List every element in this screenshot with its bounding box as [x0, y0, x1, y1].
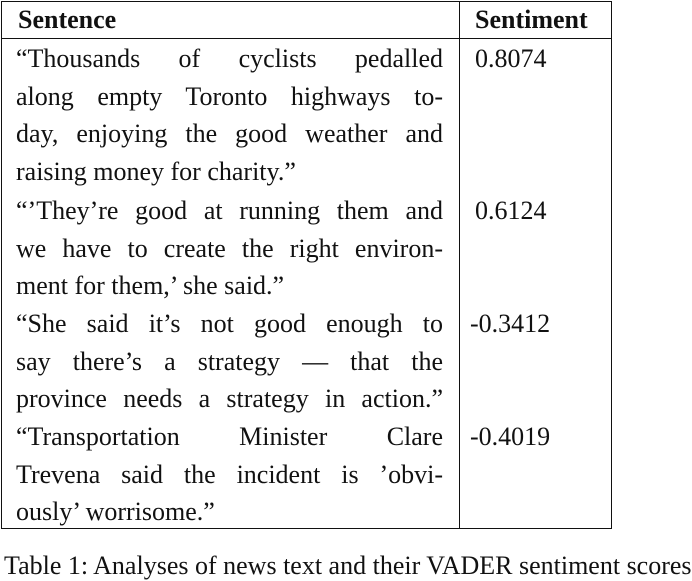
sentence-line: raising money for charity.” — [16, 156, 296, 186]
sentence-line: “’They’re good at running them and — [16, 196, 443, 225]
sentiment-score: -0.3412 — [470, 309, 551, 338]
sentence-cell — [16, 192, 443, 305]
sentiment-score: 0.8074 — [475, 44, 547, 73]
column-divider — [459, 2, 460, 528]
sentence-line: day, enjoying the good weather and — [16, 119, 443, 149]
sentence-cell — [16, 40, 443, 190]
header-divider — [2, 38, 611, 39]
table-caption: Table 1: Analyses of news text and their VADER sentiment scores — [4, 551, 692, 580]
sentence-cell — [16, 418, 443, 531]
sentence-line: “She said it’s not good enough to — [16, 309, 443, 338]
sentence-line: “Transportation Minister Clare — [16, 422, 443, 451]
sentence-line: “Thousands of cyclists pedalled — [16, 44, 443, 73]
sentence-line: ously’ worrisome.” — [16, 497, 215, 527]
sentence-line: province needs a strategy in action.” — [16, 384, 443, 414]
column-header-sentiment: Sentiment — [475, 5, 588, 34]
sentence-line: along empty Toronto highways to- — [16, 81, 443, 111]
sentiment-table — [1, 1, 612, 529]
sentence-cell — [16, 305, 443, 418]
sentence-line: ment for them,’ she said.” — [16, 271, 285, 301]
sentiment-score: -0.4019 — [470, 422, 551, 451]
sentiment-score: 0.6124 — [475, 196, 547, 225]
column-header-sentence: Sentence — [18, 5, 117, 34]
sentence-line: Trevena said the incident is ’obvi- — [16, 459, 443, 489]
sentence-line: we have to create the right environ- — [16, 233, 443, 263]
sentence-line: say there’s a strategy — that the — [16, 346, 443, 376]
